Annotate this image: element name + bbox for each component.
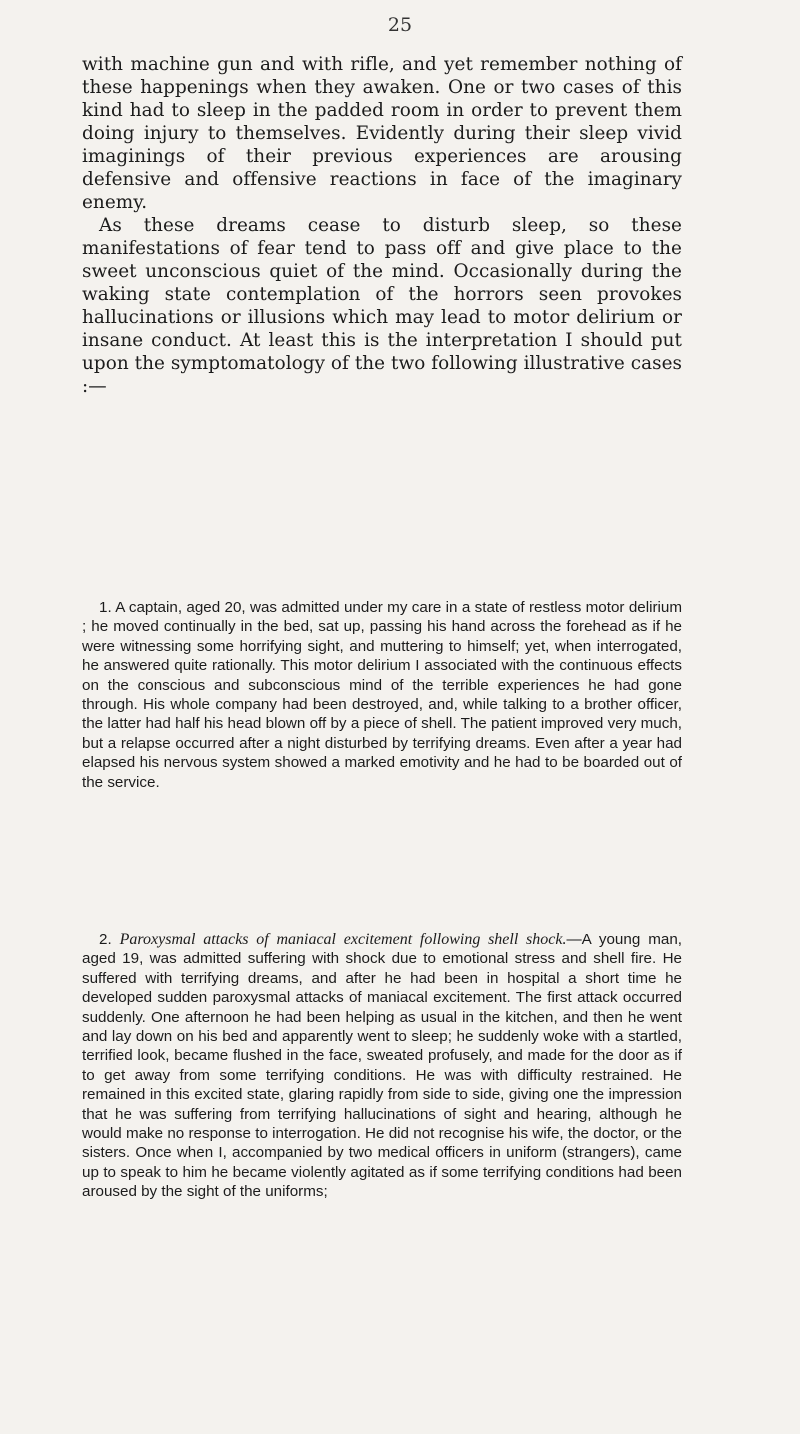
- case-1-paragraph: [82, 598, 682, 792]
- case-1-number: 1.: [99, 599, 112, 616]
- case-1-text: A captain, aged 20, was admitted under my care in a state of restless motor delirium ; he moved continually in the bed, sat up, passing his hand across the forehead as if he were witnessing some horrifying sight, and muttering to himself; yet, when interrogated, he answered quite rationally. This motor delirium I associated with the continuous effects on the conscious and subconscious mind of the terrible experiences he had gone through. His whole company had been destroyed, and, while talking to a brother officer, the latter had half his head blown off by a piece of shell. The patient improved very much, but a relapse occurred after a night disturbed by terrifying dreams. Even after a year had elapsed his nervous system showed a marked emotivity and he had to be boarded out of the service.: [82, 599, 683, 791]
- case-list: [82, 598, 682, 792]
- case-list-2: [82, 930, 682, 1202]
- case-2-paragraph: [82, 930, 682, 1202]
- case-2-text: —A young man, aged 19, was admitted suffering with shock due to emotional stress and shell fire. He suffered with terrifying dreams, and after he had been in hospital a short time he developed sudden paroxysmal attacks of maniacal excitement. The first attack occurred suddenly. One afternoon he had been helping as usual in the kitchen, and then he went and lay down on his bed and apparently went to sleep; he suddenly woke with a startled, terrified look, became flushed in the face, sweated profusely, and made for the door as if to get away from some terrifying conditions. He was with difficulty restrained. He remained in this excited state, glaring rapidly from side to side, giving one the impression that he was suffering from terrifying hallucinations of sight and hearing, although he would make no response to interrogation. He did not recognise his wife, the doctor, or the sisters. Once when I, accompanied by two medical officers in uniform (strangers), came up to speak to him he became violently agitated as if some terrifying conditions had been aroused by the sight of the uniforms;: [82, 931, 682, 1201]
- case-2-title: Paroxysmal attacks of maniacal excitement following shell shock.: [119, 931, 567, 948]
- case-1: [82, 598, 682, 792]
- case-2: [82, 930, 682, 1202]
- paragraph-2: As these dreams cease to disturb sleep, so these manifestations of fear tend to pass off and give place to the sweet unconscious quiet of the mind. Occasionally during the waking state contemplation of the horrors seen provokes hallucinations or illusions which may lead to motor delirium or insane conduct. At least this is the interpretation I should put upon the symptomatology of the two following illustrative cases :—: [82, 215, 682, 397]
- main-text: [82, 53, 682, 398]
- paragraph-1: with machine gun and with rifle, and yet remember nothing of these happenings when they awaken. One or two cases of this kind had to sleep in the padded room in order to prevent them doing injury to themselves. Evidently during their sleep vivid imaginings of their previous experiences are arousing defensive and offensive reactions in face of the imaginary enemy.: [82, 54, 682, 213]
- page-number: 25: [387, 14, 413, 36]
- case-2-number: 2.: [99, 931, 112, 948]
